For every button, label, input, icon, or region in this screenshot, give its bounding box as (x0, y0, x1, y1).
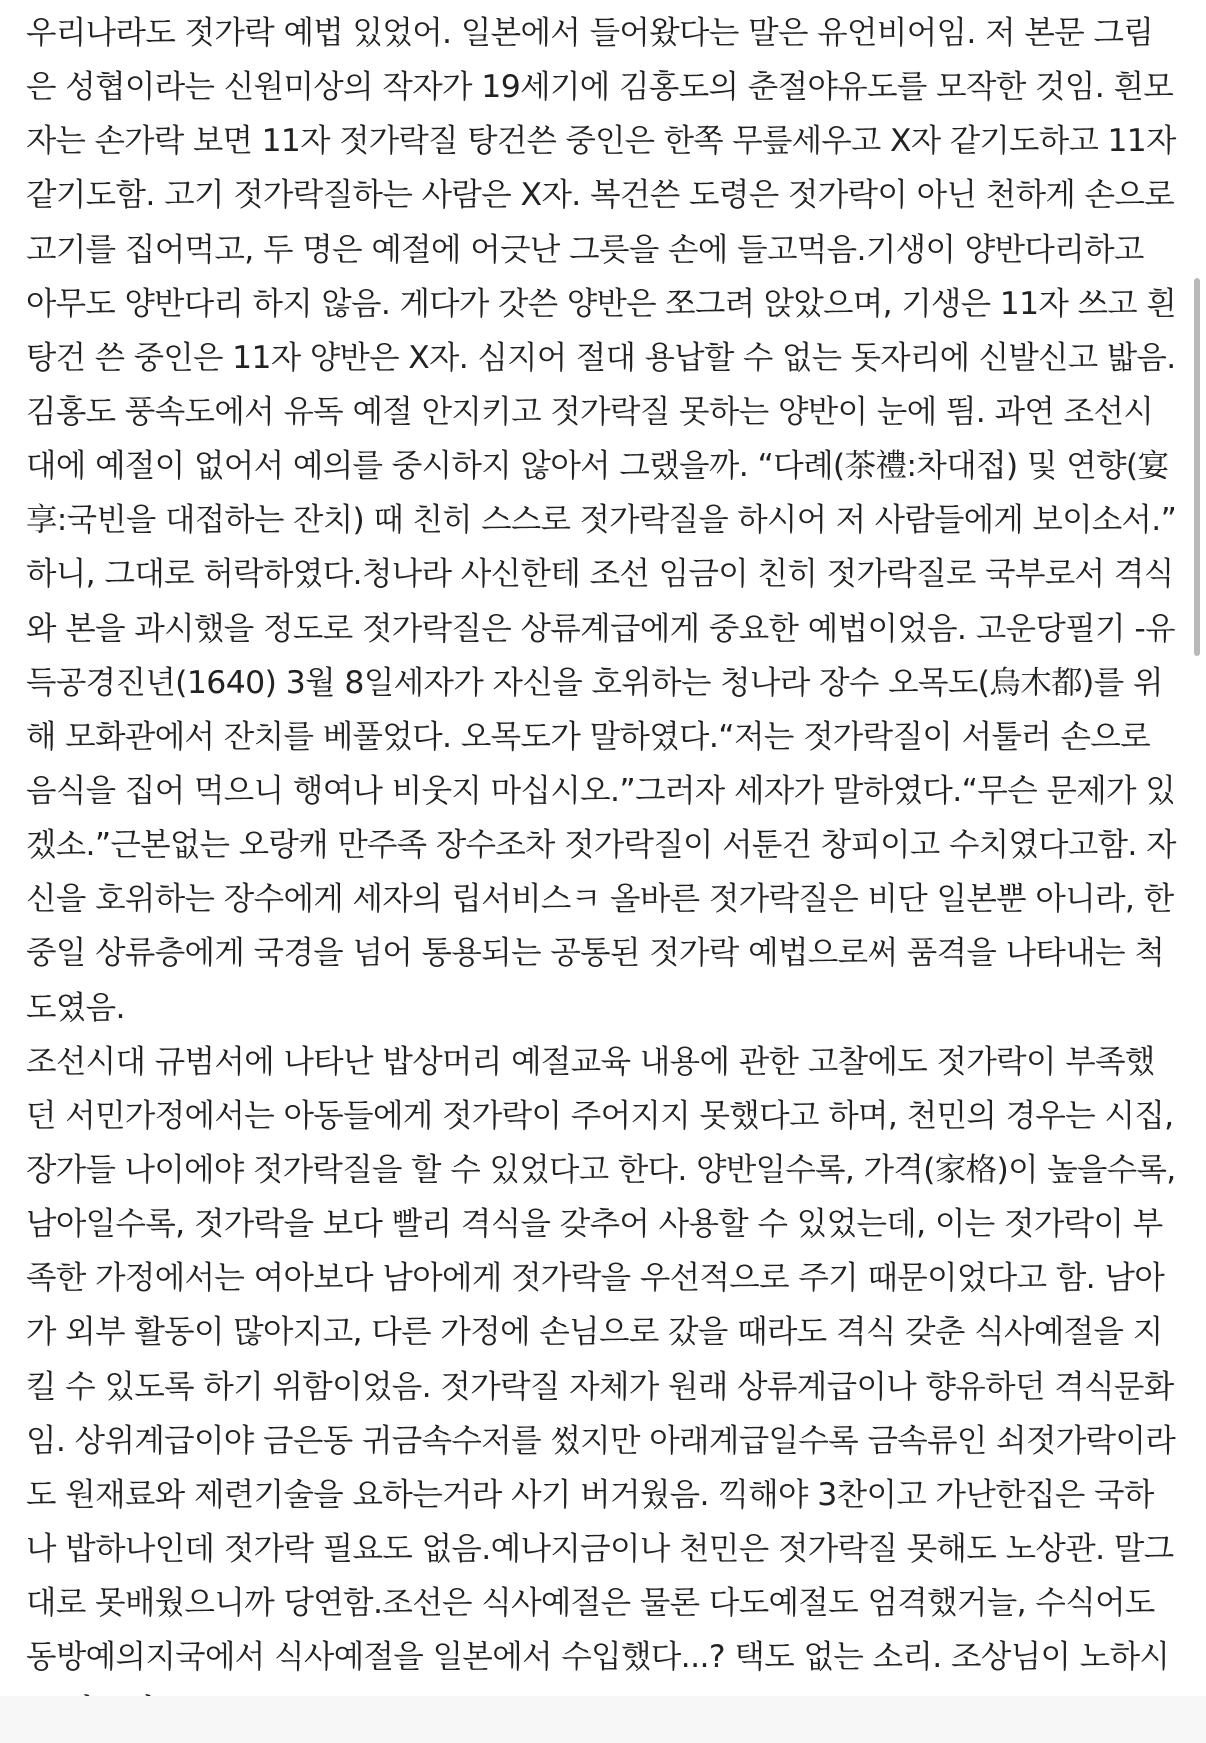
text-line: 대에 예절이 없어서 예의를 중시하지 않아서 그랬을까. “다례(茶禮:차대접) 및 연향(宴 (26, 448, 1169, 485)
text-line: 대로 못배웠으니까 당연함.조선은 식사예절은 물론 다도예절도 엄격했거늘, 수식어도 (26, 1585, 1155, 1622)
text-line: 같기도함. 고기 젓가락질하는 사람은 X자. 복건쓴 도령은 젓가락이 아닌 천하게 손으로 (26, 177, 1175, 214)
text-line: 남아일수록, 젓가락을 보다 빨리 격식을 갖추어 사용할 수 있었는데, 이는 젓가락이 부 (26, 1206, 1163, 1243)
text-line: 던 서민가정에서는 아동들에게 젓가락이 주어지지 못했다고 하며, 천민의 경우는 시집, (26, 1097, 1174, 1134)
text-line: 은 성협이라는 신원미상의 작자가 19세기에 김홍도의 춘절야유도를 모작한 것임. 흰모 (26, 69, 1174, 106)
text-line: 아무도 양반다리 하지 않음. 게다가 갓쓴 양반은 쪼그려 앉았으며, 기생은 11자 쓰고 흰 (26, 285, 1177, 322)
text-line: 고기를 집어먹고, 두 명은 예절에 어긋난 그릇을 손에 들고먹음.기생이 양반다리하고 (26, 231, 1144, 268)
text-line: 킬 수 있도록 하기 위함이었음. 젓가락질 자체가 원래 상류계급이나 향유하던 격식문화 (26, 1368, 1174, 1405)
text-line: 김홍도 풍속도에서 유독 예절 안지키고 젓가락질 못하는 양반이 눈에 띔. 과연 조선시 (26, 393, 1154, 430)
text-line: 도였음. (26, 989, 125, 1026)
text-line: 우리나라도 젓가락 예법 있었어. 일본에서 들어왔다는 말은 유언비어임. 저 본문 그림 (26, 15, 1154, 51)
text-line: 신을 호위하는 장수에게 세자의 립서비스ㅋ 올바른 젓가락질은 비단 일본뿐 아니라, 한 (26, 881, 1174, 918)
text-line: 족한 가정에서는 여아보다 남아에게 젓가락을 우선적으로 주기 때문이었다고 함. 남아 (26, 1260, 1165, 1297)
scrollbar-track[interactable] (1192, 0, 1206, 1743)
text-line: 도 원재료와 제련기술을 요하는거라 사기 버거웠음. 끽해야 3찬이고 가난한집은 국하 (26, 1476, 1154, 1513)
article-body (26, 6, 1176, 1739)
text-line: 나 밥하나인데 젓가락 필요도 없음.예나지금이나 천민은 젓가락질 못해도 노상관. 말그 (26, 1530, 1174, 1567)
text-line: 와 본을 과시했을 정도로 젓가락질은 상류계급에게 중요한 예법이었음. 고운당필기 -유 (26, 610, 1175, 647)
text-line: 享:국빈을 대접하는 잔치) 때 친히 스스로 젓가락질을 하시어 저 사람들에게 보이소서.” (26, 502, 1177, 539)
text-line: 해 모화관에서 잔치를 베풀었다. 오목도가 말하였다.“저는 젓가락질이 서툴러 손으로 (26, 718, 1151, 755)
text-line: 탕건 쓴 중인은 11자 양반은 X자. 심지어 절대 용납할 수 없는 돗자리에 신발신고 밟음. (26, 339, 1176, 376)
scrollbar-thumb[interactable] (1194, 278, 1200, 656)
text-line: 가 외부 활동이 많아지고, 다른 가정에 손님으로 갔을 때라도 격식 갖춘 식사예절을 지 (26, 1314, 1163, 1351)
text-line: 동방예의지국에서 식사예절을 일본에서 수입했다...? 택도 없는 소리. 조상님이 노하시 (26, 1639, 1170, 1676)
text-line: 겠소.”근본없는 오랑캐 만주족 장수조차 젓가락질이 서툰건 창피이고 수치였다고함. 자 (26, 827, 1176, 864)
bottom-band (0, 1696, 1206, 1743)
text-line: 음식을 집어 먹으니 행여나 비웃지 마십시오.”그러자 세자가 말하였다.“무슨 문제가 있 (26, 772, 1176, 809)
text-line: 장가들 나이에야 젓가락질을 할 수 있었다고 한다. 양반일수록, 가격(家格)이 높을수록, (26, 1151, 1176, 1188)
text-line: 득공경진년(1640) 3월 8일세자가 자신을 호위하는 청나라 장수 오목도(烏木都)를 위 (26, 664, 1163, 701)
text-line: 조선시대 규범서에 나타난 밥상머리 예절교육 내용에 관한 고찰에도 젓가락이 부족했 (26, 1043, 1155, 1080)
text-line: 자는 손가락 보면 11자 젓가락질 탕건쓴 중인은 한쪽 무릎세우고 X자 같기도하고 11자 (26, 123, 1176, 160)
text-line: 중일 상류층에게 국경을 넘어 통용되는 공통된 젓가락 예법으로써 품격을 나타내는 척 (26, 935, 1165, 972)
text-line: 임. 상위계급이야 금은동 귀금속수저를 썼지만 아래계급일수록 금속류인 쇠젓가락이라 (26, 1422, 1176, 1459)
text-line: 하니, 그대로 허락하였다.청나라 사신한테 조선 임금이 친히 젓가락질로 국부로서 격식 (26, 556, 1174, 593)
